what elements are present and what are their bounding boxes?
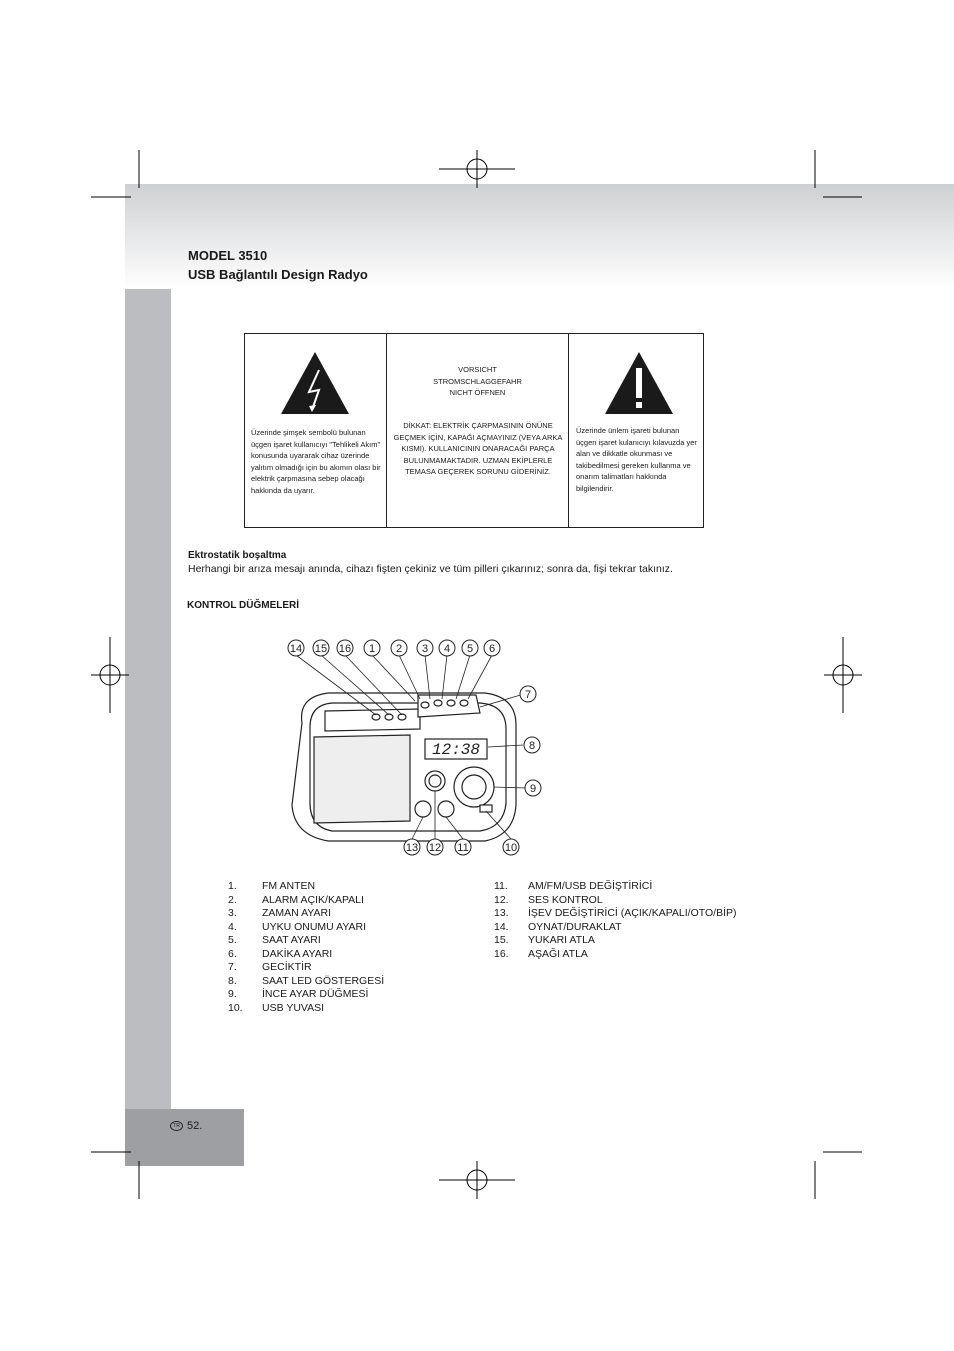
exclamation-warning-text: Üzerinde ünlem işareti bulunan üçgen işaret kulanıcıyı kılavuzda yer alan ve dikkatle okunması ve takibedilmesi gereken kullanma ve onarım talimatları hakkında bilgilendirir. <box>576 426 697 493</box>
list-item <box>228 961 384 975</box>
list-item-label: USB YUVASI <box>262 1001 325 1014</box>
list-item-label: FM ANTEN <box>262 880 316 892</box>
page-number-text: 52. <box>187 1120 203 1132</box>
radio-diagram <box>280 635 550 860</box>
list-item-number: 2. <box>228 893 237 906</box>
list-item-number: 14. <box>494 920 509 933</box>
volume-knob <box>425 771 445 791</box>
list-item <box>494 880 737 894</box>
list-item <box>228 948 384 962</box>
list-item <box>228 1002 384 1016</box>
vorsicht-text: VORSICHT STROMSCHLAGGEFAHR NICHT ÖFFNEN <box>433 365 522 397</box>
language-badge: TR <box>170 1121 183 1131</box>
callout-label: 16 <box>338 643 352 655</box>
list-item <box>228 880 384 894</box>
list-item-label: AŞAĞI ATLA <box>528 947 588 960</box>
callout-label: 3 <box>421 643 429 655</box>
controls-heading: KONTROL DÜĞMELERİ <box>187 600 300 611</box>
component-list-right <box>494 880 737 961</box>
list-item-label: ZAMAN AYARI <box>262 907 332 919</box>
list-item-number: 3. <box>228 907 237 919</box>
warning-middle-cell <box>386 334 569 527</box>
list-item-number: 13. <box>494 907 509 919</box>
model-number: MODEL 3510 <box>188 248 268 263</box>
list-item <box>494 948 737 962</box>
callout-label: 15 <box>314 643 328 655</box>
list-item-label: UYKU ONUMU AYARI <box>262 920 367 933</box>
list-item-number: 10. <box>228 1001 243 1014</box>
list-item <box>228 988 384 1002</box>
warning-table <box>244 333 704 528</box>
callout-label: 14 <box>289 643 303 655</box>
list-item <box>494 907 737 921</box>
product-subtitle: USB Bağlantılı Design Radyo <box>188 267 368 282</box>
list-item-label: DAKİKA AYARI <box>262 947 333 960</box>
callout-label: 4 <box>443 643 451 655</box>
list-item-label: SAAT LED GÖSTERGESİ <box>262 974 385 987</box>
esd-title: Ektrostatik boşaltma <box>188 550 287 561</box>
list-item-number: 1. <box>228 880 237 892</box>
dikkat-text: DİKKAT: ELEKTRİK ÇARPMASININ ÖNÜNE GEÇMEK İÇİN, KAPAĞI AÇMAYINIZ (VEYA ARKA KISMI). KULLANICININ ONARACAĞI PARÇA BULUNMAMAKTADIR. UZMAN EKİPLERLE TEMASA GEÇEREK SORUNU GİDERİNİZ. <box>393 421 563 476</box>
list-item <box>228 894 384 908</box>
list-item-number: 9. <box>228 988 237 1000</box>
list-item-number: 16. <box>494 947 509 960</box>
callout-label: 8 <box>528 740 536 752</box>
list-item <box>228 921 384 935</box>
callout-label: 1 <box>368 643 376 655</box>
esd-text: Herhangi bir arıza mesajı anında, cihazı fişten çekiniz ve tüm pilleri çıkarınız; sonra da, fişi tekrar takınız. <box>188 563 673 575</box>
component-list-left <box>228 880 384 1015</box>
page-number <box>170 1120 202 1132</box>
list-item-label: İŞEV DEĞİŞTİRİCİ (AÇIK/KAPALI/OTO/BİP) <box>528 907 737 919</box>
lightning-warning-text: Üzerinde şimşek sembolü bulunan üçgen işaret kullanıcıyı "Tehlikeli Akım" konusunda uyararak cihaz üzerinde yalıtım olmadığı için bu akımın olası bir elektrik çarpmasına sebep olacağı hakkında da uyarır. <box>251 428 381 495</box>
list-item-number: 7. <box>228 961 237 973</box>
list-item-number: 12. <box>494 893 509 906</box>
callout-label: 9 <box>529 783 537 795</box>
list-item <box>494 894 737 908</box>
list-item-label: AM/FM/USB DEĞİŞTİRİCİ <box>528 880 653 892</box>
callout-label: 13 <box>405 842 419 854</box>
list-item-number: 11. <box>494 880 508 892</box>
usb-slot <box>480 805 492 812</box>
list-item <box>494 921 737 935</box>
list-item-number: 6. <box>228 947 237 960</box>
model-heading <box>188 246 368 284</box>
function-knob <box>415 801 431 817</box>
tuning-knob <box>454 767 494 807</box>
list-item-label: SAAT AYARI <box>262 934 321 946</box>
list-item-label: GECİKTİR <box>262 961 312 973</box>
callout-label: 5 <box>466 643 474 655</box>
callout-label: 2 <box>395 643 403 655</box>
list-item <box>228 975 384 989</box>
list-item <box>228 934 384 948</box>
list-item <box>228 907 384 921</box>
list-item-label: OYNAT/DURAKLAT <box>528 920 622 933</box>
list-item-number: 15. <box>494 934 509 946</box>
callout-label: 12 <box>428 842 442 854</box>
speaker-grille <box>314 735 410 823</box>
warning-right-cell <box>569 334 705 527</box>
callout-label: 10 <box>504 842 518 854</box>
callout-label: 6 <box>488 643 496 655</box>
list-item-label: İNCE AYAR DÜĞMESİ <box>262 988 369 1000</box>
lightning-warning-icon <box>279 350 351 416</box>
band-knob <box>438 801 454 817</box>
list-item-number: 4. <box>228 920 237 933</box>
callout-label: 11 <box>457 842 469 854</box>
callout-label: 7 <box>524 689 532 701</box>
exclamation-warning-icon <box>603 350 675 416</box>
list-item-number: 8. <box>228 974 237 987</box>
list-item <box>494 934 737 948</box>
list-item-label: SES KONTROL <box>528 893 603 906</box>
list-item-label: ALARM AÇIK/KAPALI <box>262 893 364 906</box>
list-item-label: YUKARI ATLA <box>528 934 595 946</box>
list-item-number: 5. <box>228 934 237 946</box>
warning-left-cell <box>245 334 386 527</box>
display-time: 12:38 <box>431 741 481 759</box>
